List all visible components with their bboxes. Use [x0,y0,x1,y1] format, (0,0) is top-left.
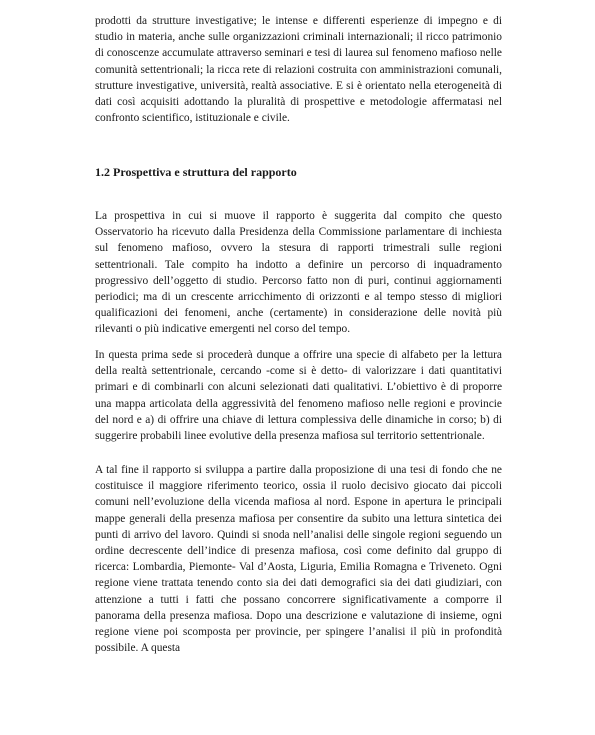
section-heading: 1.2 Prospettiva e struttura del rapporto [95,165,297,179]
paragraph-struttura: A tal fine il rapporto si sviluppa a partire dalla proposizione di una tesi di fondo che ne costituisce il maggiore riferimento teorico, ossia il ruolo decisivo giocato dai piccoli comuni nell’evoluzione della vicenda mafiosa al nord. Espone in apertura le principali mappe generali della presenza mafiosa per consentire da subito una lettura sintetica dei punti di arrivo del lavoro. Quindi si snoda nell’analisi delle singole regioni seguendo un ordine decrescente dell’indice di presenza mafiosa, così come definito dal gruppo di ricerca: Lombardia, Piemonte- Val d’Aosta, Liguria, Emilia Romagna e Triveneto. Ogni regione viene trattata tenendo conto sia dei dati demografici sia dei dati giudiziari, con attenzione a tutti i fatti che possano concorrere significativamente a comporre il panorama della presenza mafiosa. Dopo una descrizione e valutazione di insieme, ogni regione viene poi scomposta per provincie, per spingere l’analisi il più in profondità possibile. A questa [95,464,502,655]
paragraph-prospettiva: La prospettiva in cui si muove il rapporto è suggerita dal compito che questo Osservatorio ha ricevuto dalla Presidenza della Commissione parlamentare di inchiesta sul fenomeno mafioso, ovvero la stesura di rapporti trimestrali sulle regioni settentrionali. Tale compito ha indotto a definire un percorso di inquadramento progressivo dell’oggetto di studio. Percorso fatto non di puri, continui aggiornamenti periodici; ma di un crescente arricchimento di orizzonti e al tempo stesso di migliori qualificazioni dei fenomeni, anche (certamente) in considerazione delle novità più rilevanti o più indicative emergenti nel corso del tempo. [95,210,502,336]
paragraph-intro-continuation: prodotti da strutture investigative; le intense e differenti esperienze di impegno e di studio in materia, anche sulle organizzazioni criminali internazionali; il ricco patrimonio di conoscenze accumulate attraverso seminari e tesi di laurea sul fenomeno mafioso nelle comunità settentrionali; la ricca rete di relazioni costruita con amministrazioni comunali, strutture investigative, università, realtà associative. E si è orientato nella eterogeneità di dati così acquisiti adottando la pluralità di prospettive e metodologie affermatasi nel confronto scientifico, istituzionale e civile. [95,15,502,125]
paragraph-alfabeto: In questa prima sede si procederà dunque a offrire una specie di alfabeto per la lettura della realtà settentrionale, cercando -come si è detto- di valorizzare i dati quantitativi primari e di combinarli con alcuni selezionati dati qualitativi. L’obiettivo è di proporre una mappa articolata della aggressività del fenomeno mafioso nelle regioni e provincie del nord e a) di offrire una chiave di lettura complessiva delle dinamiche in corso; b) di suggerire probabili linee evolutive della presenza mafiosa sul territorio settentrionale. [95,349,502,443]
